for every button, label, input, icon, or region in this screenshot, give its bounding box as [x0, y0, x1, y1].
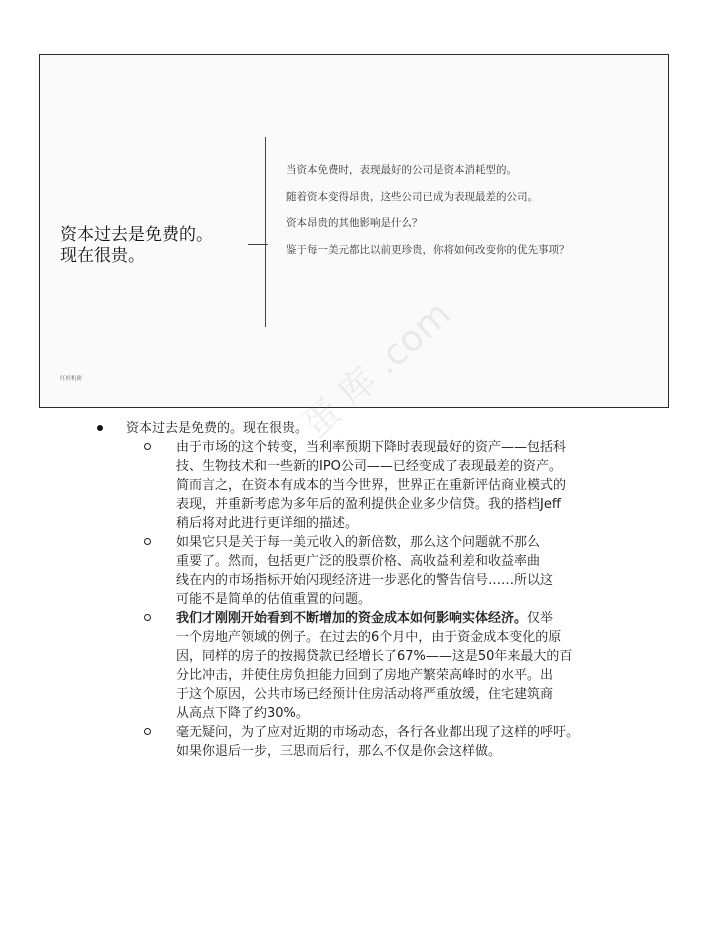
- text-line: 毫无疑问，为了应对近期的市场动态，各行各业都出现了这样的呼吁。: [176, 725, 580, 740]
- sub-bullet-item: [96, 609, 656, 723]
- text-line: [176, 609, 656, 628]
- text-line: 于这个原因，公共市场已经预计住房活动将严重放缓，住宅建筑商: [176, 687, 554, 702]
- text-line: 重要了。然而，包括更广泛的股票价格、高收益利差和收益率曲: [176, 554, 541, 569]
- slide-title-line: 资本过去是免费的。: [60, 225, 213, 245]
- circle-bullet-icon: [144, 538, 151, 545]
- notes-section: [96, 419, 656, 761]
- slide-brand-label: 红杉机密: [60, 376, 83, 382]
- sub-bullet-item: [96, 723, 656, 761]
- slide-question: 鉴于每一美元都比以前更珍贵，你将如何改变你的优先事项？: [286, 243, 570, 256]
- text-line: 表现，并重新考虑为多年后的盈利提供企业多少信贷。我的搭档Jeff: [176, 497, 561, 512]
- text-line: 分比冲击，并使住房负担能力回到了房地产繁荣高峰时的水平。出: [176, 668, 554, 683]
- text-line: 稍后将对此进行更详细的描述。: [176, 516, 359, 531]
- text-line: 如果你退后一步，三思而后行，那么不仅是你会这样做。: [176, 744, 502, 759]
- bullet-text: 资本过去是免费的。现在很贵。: [126, 421, 309, 436]
- slide-question-list: [286, 163, 656, 269]
- slide-frame: [39, 54, 669, 408]
- text-line: 可能不是简单的估值重置的问题。: [176, 592, 372, 607]
- slide-question: 随着资本变得昂贵，这些公司已成为表现最差的公司。: [286, 190, 538, 203]
- text-line: 由于市场的这个转变，当利率预期下降时表现最好的资产——包括科: [176, 440, 567, 455]
- bullet-item: [96, 419, 656, 438]
- text-line: 如果它只是关于每一美元收入的新倍数，那么这个问题就不那么: [176, 535, 541, 550]
- circle-bullet-icon: [144, 443, 151, 450]
- slide-title-line: 现在很贵。: [60, 246, 145, 266]
- slide-question: 当资本免费时，表现最好的公司是资本消耗型的。: [286, 164, 517, 176]
- text-line: 线在内的市场指标开始闪现经济进一步恶化的警告信号……所以这: [176, 573, 554, 588]
- text-line: 从高点下降了约30%。: [176, 706, 309, 721]
- circle-bullet-icon: [144, 728, 151, 735]
- slide-question: 资本昂贵的其他影响是什么？: [286, 217, 423, 229]
- text-line: 因，同样的房子的按揭贷款已经增长了67%——这是50年来最大的百: [176, 649, 573, 664]
- text-line: 简而言之，在资本有成本的当今世界，世界正在重新评估商业模式的: [176, 478, 567, 493]
- bullet-dot-icon: [97, 425, 103, 431]
- text-fragment: 仅举: [527, 611, 554, 626]
- text-line: 技、生物技术和一些新的IPO公司——已经变成了表现最差的资产。: [176, 459, 562, 474]
- circle-bullet-icon: [144, 614, 151, 621]
- slide-title: [60, 225, 213, 267]
- divider-line: [265, 137, 266, 327]
- bold-lead-text: 我们才刚刚开始看到不断增加的资金成本如何影响实体经济。: [176, 611, 528, 626]
- sub-bullet-item: [96, 438, 656, 533]
- text-line: 一个房地产领域的例子。在过去的6个月中，由于资金成本变化的原: [176, 630, 562, 645]
- sub-bullet-item: [96, 533, 656, 609]
- sub-bullet-list: [96, 438, 656, 761]
